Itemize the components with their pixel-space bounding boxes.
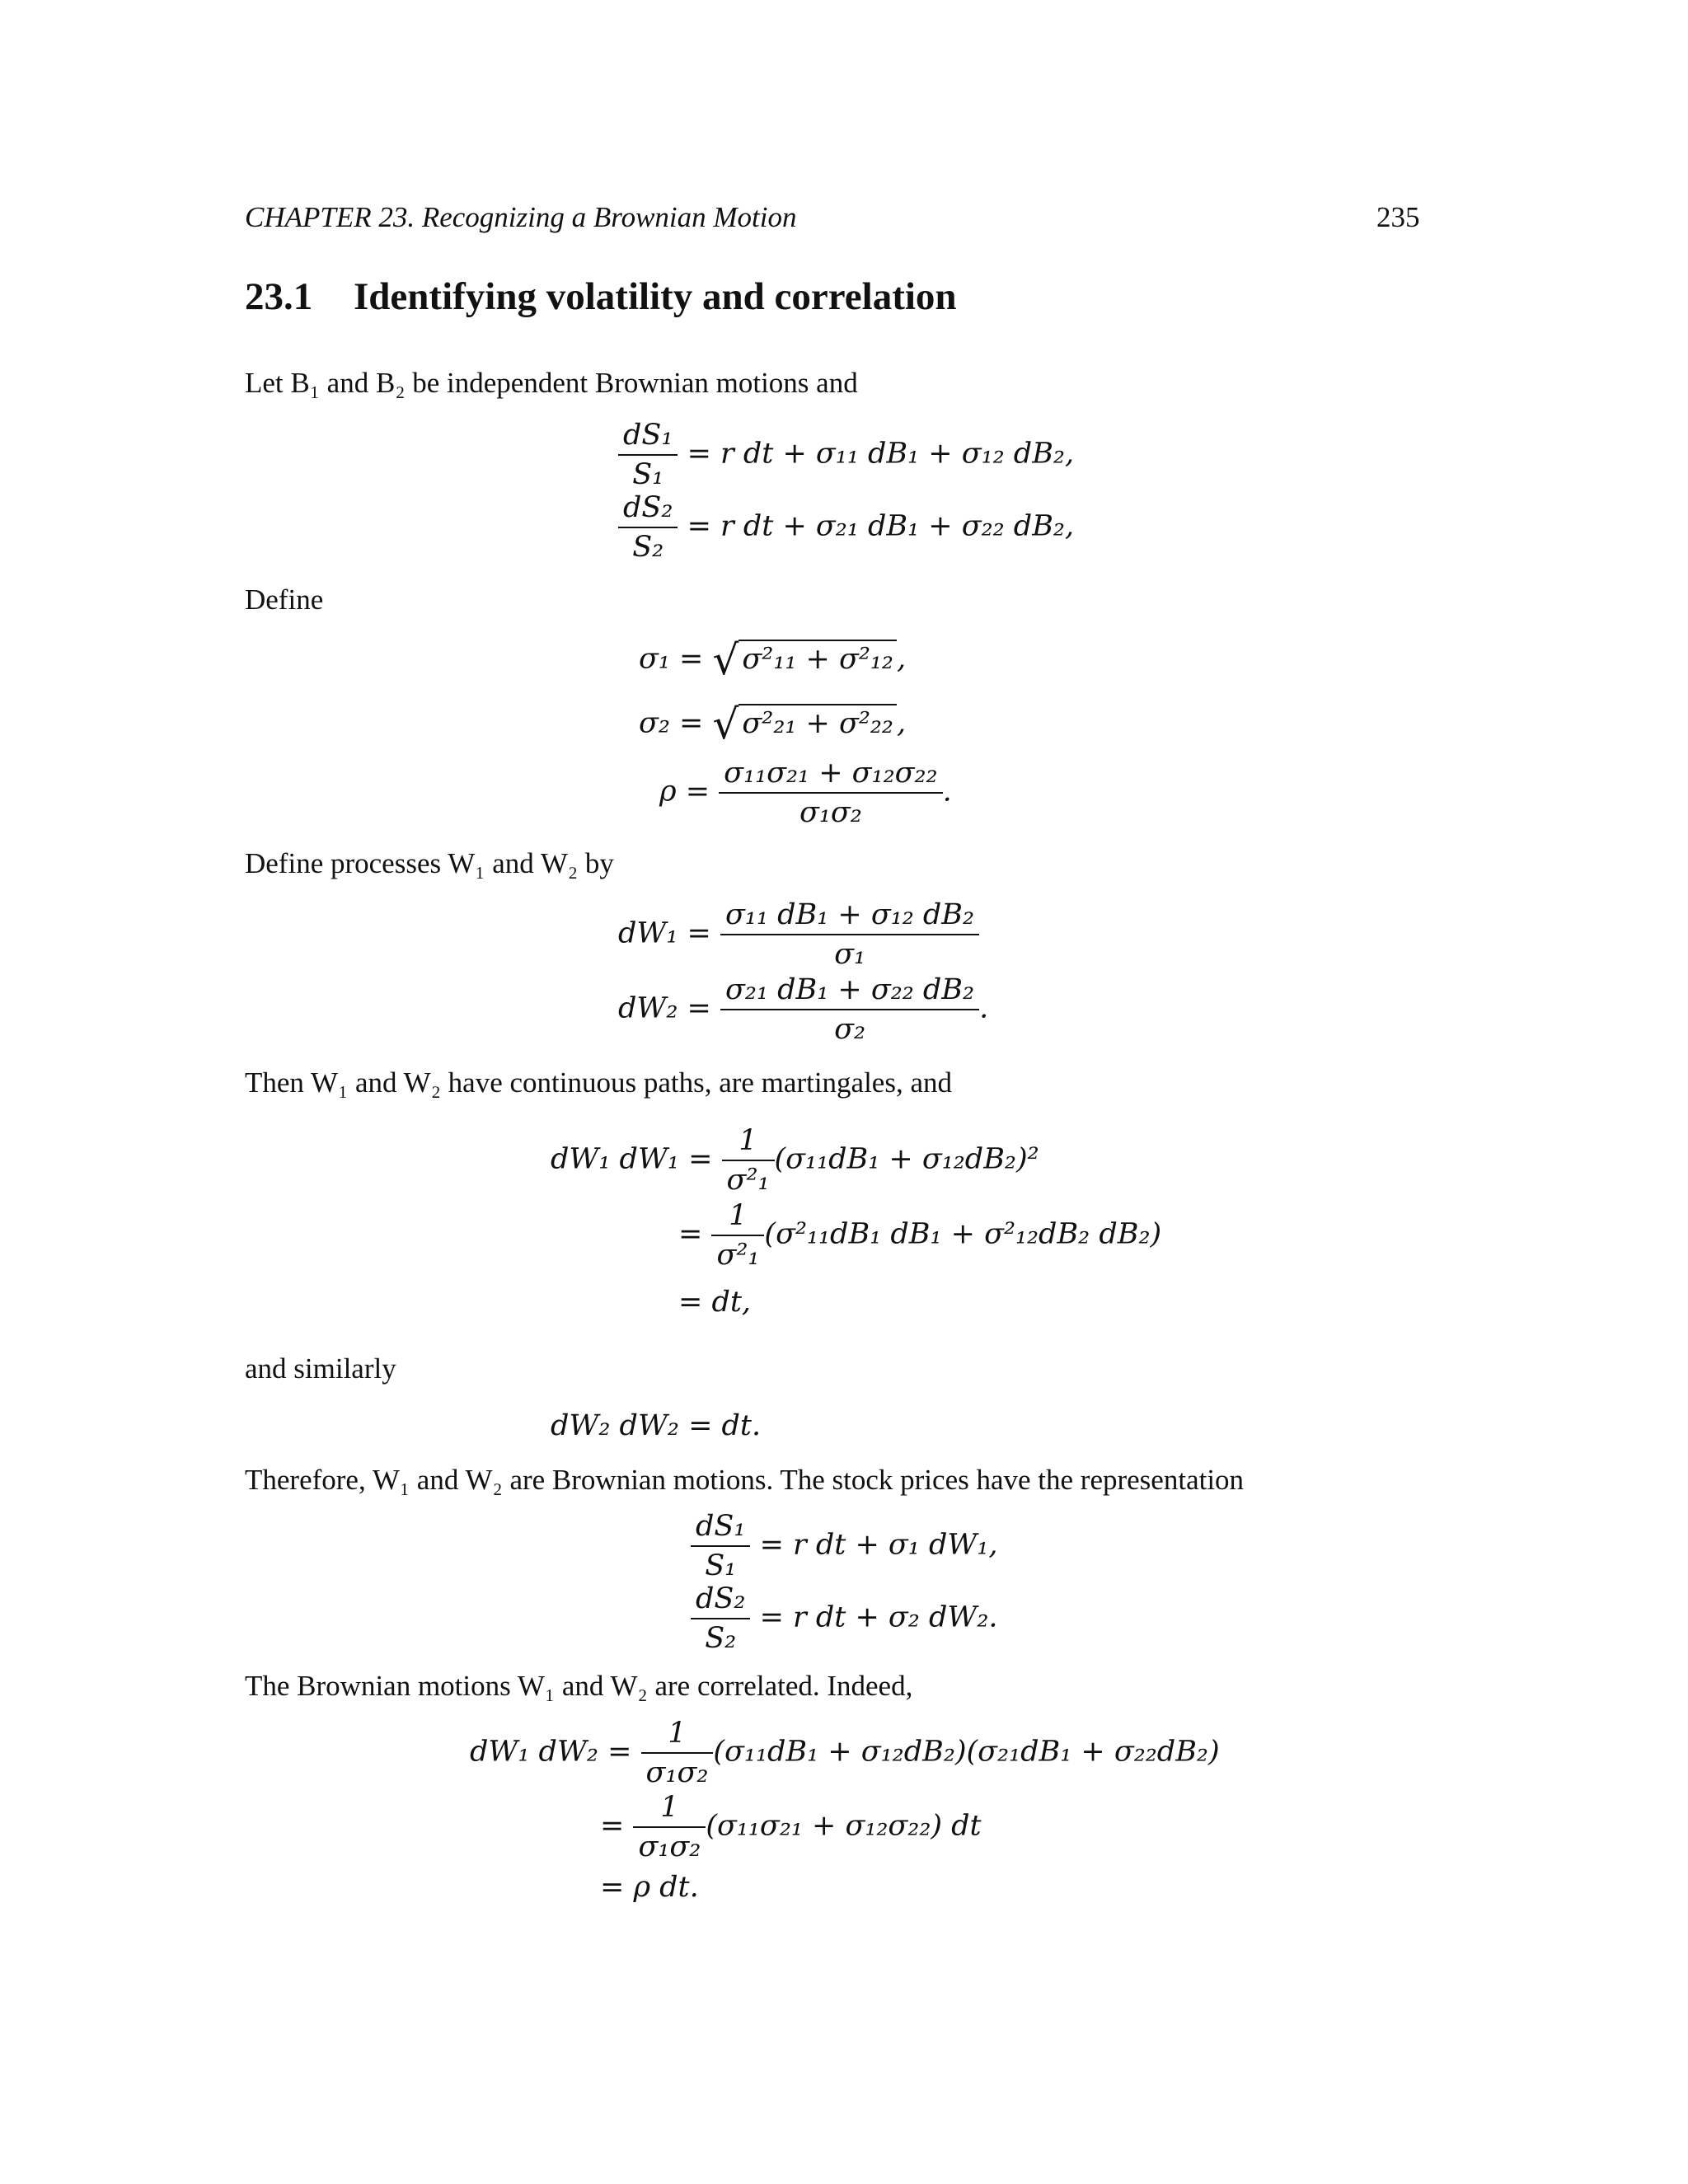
frac-denominator: S₂ [632, 531, 664, 564]
equation-dw1dw1-line2 [678, 1199, 1161, 1272]
equation-dw2 [618, 973, 988, 1046]
fraction-one-over-sigma1sq [722, 1124, 775, 1197]
equation-lhs: ρ = [659, 775, 710, 808]
frac-denominator: σ₁ [834, 938, 865, 971]
equation-rho [659, 757, 952, 829]
frac-numerator: σ₂₁ dB₁ + σ₂₂ dB₂ [720, 973, 979, 1010]
paragraph-correlated: The Brownian motions W₁ and W₂ are correlated. Indeed, [245, 1670, 913, 1702]
frac-numerator: 1 [722, 1124, 775, 1161]
punctuation: , [896, 642, 907, 676]
frac-numerator: 1 [711, 1199, 764, 1236]
equation-dw1dw1-line1 [551, 1124, 1039, 1197]
equation-dw1dw2-line3: = ρ dt. [600, 1871, 699, 1904]
frac-denominator: S₁ [705, 1549, 737, 1582]
paragraph-define: Define [245, 583, 324, 616]
equation-ds2 [618, 491, 1074, 564]
sqrt-expression [713, 636, 897, 684]
section-number: 23.1 [245, 275, 313, 318]
equation-ds1 [618, 419, 1074, 491]
radicand: σ²₂₁ + σ²₂₂ [738, 704, 897, 740]
frac-numerator: dS₂ [618, 491, 678, 528]
frac-denominator: S₁ [632, 458, 664, 491]
frac-numerator: σ₁₁σ₂₁ + σ₁₂σ₂₂ [719, 757, 942, 794]
fraction-one-over-sigma1sigma2 [633, 1791, 706, 1863]
section-heading [245, 274, 957, 319]
fraction-one-over-sigma1sq [711, 1199, 764, 1272]
equation-dw1 [618, 898, 979, 971]
fraction-rho [719, 757, 942, 829]
fraction-dw1 [720, 898, 979, 971]
equation-rest: (σ₁₁dB₁ + σ₁₂dB₂)(σ₂₁dB₁ + σ₂₂dB₂) [713, 1735, 1220, 1769]
equation-rhs: = r dt + σ₂ dW₂. [759, 1601, 998, 1634]
equation-rhs: = r dt + σ₁₁ dB₁ + σ₁₂ dB₂, [687, 437, 1075, 471]
paragraph-therefore: Therefore, W₁ and W₂ are Brownian motions. The stock prices have the representation [245, 1464, 1245, 1496]
fraction-ds2-s2 [618, 491, 678, 564]
paragraph-similarly: and similarly [245, 1352, 396, 1385]
equation-lhs: σ₂ = [639, 706, 704, 740]
radicand: σ²₁₁ + σ²₁₂ [738, 640, 897, 676]
paragraph-define-processes: Define processes W₁ and W₂ by [245, 847, 614, 879]
running-head: CHAPTER 23. Recognizing a Brownian Motion [245, 201, 797, 233]
equation-rest: (σ₁₁dB₁ + σ₁₂dB₂)² [774, 1142, 1039, 1176]
frac-denominator: σ₁σ₂ [645, 1756, 709, 1789]
fraction-ds1-s1 [691, 1510, 750, 1582]
equation-lhs: σ₁ = [639, 642, 704, 676]
punctuation: . [979, 991, 989, 1025]
equation-dw1dw2-line2 [600, 1791, 982, 1863]
equation-sigma2 [639, 701, 906, 748]
equation-dw1dw1-line3: = dt, [678, 1286, 752, 1319]
equation-lhs: dW₁ dW₂ = [470, 1735, 632, 1769]
equation-lhs: dW₂ = [618, 991, 711, 1025]
paragraph-intro: Let B₁ and B₂ be independent Brownian motions and [245, 367, 858, 399]
frac-denominator: σ²₁ [716, 1239, 760, 1272]
frac-denominator: σ₁σ₂ [799, 796, 862, 829]
equation-lhs: = [678, 1217, 703, 1251]
fraction-ds1-s1 [618, 419, 678, 491]
equation-rest: (σ₁₁σ₂₁ + σ₁₂σ₂₂) dt [706, 1809, 982, 1843]
frac-denominator: S₂ [705, 1622, 737, 1655]
equation-rest: (σ²₁₁dB₁ dB₁ + σ²₁₂dB₂ dB₂) [764, 1217, 1162, 1251]
equation-sigma1 [639, 636, 906, 684]
frac-numerator: dS₁ [691, 1510, 750, 1547]
frac-denominator: σ₁σ₂ [638, 1830, 701, 1863]
punctuation: . [942, 775, 952, 808]
frac-numerator: dS₁ [618, 419, 678, 456]
frac-numerator: 1 [633, 1791, 706, 1828]
equation-lhs: dW₁ dW₁ = [551, 1142, 713, 1176]
equation-rhs: = r dt + σ₁ dW₁, [759, 1528, 998, 1562]
fraction-one-over-sigma1sigma2 [641, 1717, 714, 1789]
page-number: 235 [1376, 201, 1420, 233]
frac-numerator: σ₁₁ dB₁ + σ₁₂ dB₂ [720, 898, 979, 935]
equation-ds1-rep [691, 1510, 998, 1582]
equation-dw2dw2: dW₂ dW₂ = dt. [551, 1409, 762, 1442]
equation-lhs: = [600, 1809, 625, 1843]
section-title: Identifying volatility and correlation [354, 275, 957, 318]
fraction-dw2 [720, 973, 979, 1046]
frac-numerator: dS₂ [691, 1582, 750, 1619]
equation-ds2-rep [691, 1582, 998, 1655]
equation-dw1dw2-line1 [470, 1717, 1220, 1789]
frac-denominator: σ₂ [834, 1013, 865, 1046]
frac-denominator: σ²₁ [726, 1164, 770, 1197]
frac-numerator: 1 [641, 1717, 714, 1754]
sqrt-sign: √ [712, 701, 739, 748]
equation-rhs: = r dt + σ₂₁ dB₁ + σ₂₂ dB₂, [687, 509, 1075, 543]
sqrt-sign: √ [712, 636, 739, 684]
sqrt-expression [713, 701, 897, 748]
equation-lhs: dW₁ = [618, 916, 711, 950]
paragraph-martingales: Then W₁ and W₂ have continuous paths, are martingales, and [245, 1066, 952, 1099]
punctuation: , [896, 706, 907, 740]
fraction-ds2-s2 [691, 1582, 750, 1655]
